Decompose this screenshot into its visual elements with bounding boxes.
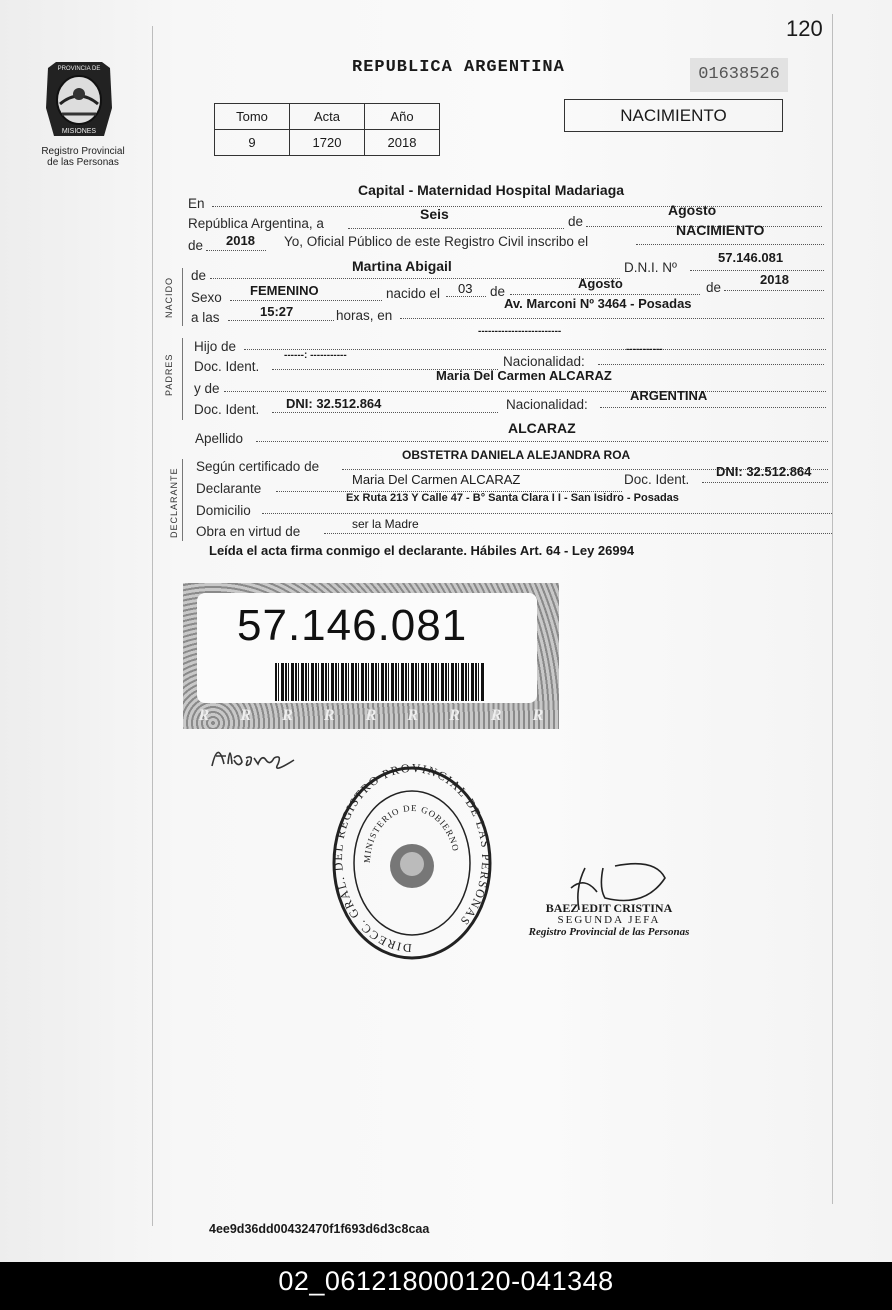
- margin-line: [152, 26, 153, 1226]
- label-sexo: Sexo: [191, 290, 222, 305]
- fill-line: [690, 270, 824, 271]
- fill-line: [262, 513, 832, 514]
- logo-caption: [28, 146, 138, 168]
- label-apellido: Apellido: [195, 431, 244, 446]
- value-lugar: Capital - Maternidad Hospital Madariaga: [358, 182, 625, 198]
- page-number: 120: [786, 16, 823, 41]
- label-horas-en: horas, en: [336, 308, 393, 323]
- fill-line: [510, 294, 700, 295]
- label-doc-ident3: Doc. Ident.: [624, 472, 690, 487]
- value-sexo: FEMENINO: [250, 283, 319, 298]
- official-office: Registro Provincial de las Personas: [528, 926, 690, 938]
- registry-header-anio: Año: [365, 104, 440, 130]
- fill-line: [636, 244, 824, 245]
- label-republica: República Argentina, a: [188, 216, 324, 231]
- closing-statement: Leída el acta firma conmigo el declarante. Hábiles Art. 64 - Ley 26994: [209, 543, 635, 558]
- fill-line: [272, 412, 498, 413]
- official-name: BAEZ EDIT CRISTINA: [545, 901, 673, 915]
- dni-sticker-inner: [197, 593, 537, 703]
- emblem-text-bottom: MISIONES: [61, 128, 97, 135]
- fill-line: [230, 300, 382, 301]
- value-obra: ser la Madre: [352, 517, 419, 531]
- value-declarante-doc: DNI: 32.512.864: [716, 464, 812, 479]
- official-seal: [330, 764, 494, 962]
- fill-line: [256, 441, 828, 442]
- value-mes-nac: Agosto: [578, 276, 623, 291]
- bracket-padres: [182, 338, 189, 420]
- side-label-nacido: NACIDO: [164, 276, 174, 318]
- seal-inner-text: MINISTERIO DE GOBIERNO: [361, 802, 462, 864]
- label-domicilio: Domicilio: [196, 503, 251, 518]
- value-domicilio: Ex Ruta 213 Y Calle 47 - B° Santa Clara I I - San Isidro - Posadas: [346, 492, 679, 504]
- value-padre-doc: ------: -----------: [284, 350, 347, 361]
- registry-value-tomo: 9: [215, 130, 290, 156]
- declarant-signature: [208, 734, 308, 780]
- value-padre-nac: -----------: [626, 344, 663, 355]
- svg-text:Alcaraz: Alcaraz: [208, 734, 212, 735]
- value-dia-acta: Seis: [420, 206, 449, 222]
- dni-sticker: [183, 583, 559, 729]
- emblem-text-top: PROVINCIA DE: [57, 66, 101, 72]
- label-a-las: a las: [191, 310, 220, 325]
- label-dni: D.N.I. Nº: [624, 260, 677, 275]
- serial-number: 01638526: [690, 58, 788, 92]
- label-de-nombre: de: [191, 268, 207, 283]
- fill-line: [400, 318, 824, 319]
- logo-caption-line1: Registro Provincial: [41, 146, 125, 157]
- security-pattern: R R R R R R R R R: [198, 707, 544, 724]
- document-hash: 4ee9d36dd00432470f1f693d6d3c8caa: [209, 1222, 430, 1236]
- fill-line: [212, 206, 822, 207]
- side-label-padres: PADRES: [164, 353, 174, 396]
- label-y-de: y de: [194, 381, 220, 396]
- seal-text: DIRECC. GRAL. DEL REGISTRO PROVINCIAL DE LAS PERSONAS: [330, 764, 494, 956]
- fill-line: [228, 320, 334, 321]
- edge-line: [832, 14, 833, 1204]
- value-madre-doc: DNI: 32.512.864: [286, 396, 382, 411]
- registry-header-acta: Acta: [290, 104, 365, 130]
- value-certificado: OBSTETRA DANIELA ALEJANDRA ROA: [402, 448, 631, 462]
- fill-line: [724, 290, 824, 291]
- fill-line: [324, 533, 832, 534]
- fill-line: [600, 407, 826, 408]
- dni-number: 57.146.081: [237, 601, 468, 650]
- label-doc-ident: Doc. Ident.: [194, 359, 260, 374]
- value-anio-nac: 2018: [760, 272, 789, 287]
- value-padre-nombre: -------------------------: [478, 326, 562, 337]
- fill-line: [210, 278, 620, 279]
- bracket-declarante: [182, 459, 189, 541]
- value-nombre: Martina Abigail: [352, 258, 452, 274]
- fill-line: [446, 296, 486, 297]
- document-title: REPUBLICA ARGENTINA: [352, 58, 565, 77]
- side-label-declarante: DECLARANTE: [169, 467, 179, 538]
- label-doc-ident2: Doc. Ident.: [194, 402, 260, 417]
- label-nacionalidad: Nacionalidad:: [503, 354, 585, 369]
- registry-table: [214, 103, 440, 156]
- label-obra: Obra en virtud de: [196, 524, 301, 539]
- value-madre-nombre: Maria Del Carmen ALCARAZ: [436, 368, 612, 383]
- value-madre-nac: ARGENTINA: [630, 388, 708, 403]
- label-de4: de: [706, 280, 722, 295]
- province-emblem: [42, 58, 116, 144]
- fill-line: [702, 482, 828, 483]
- value-tipo-inscripcion: NACIMIENTO: [676, 222, 765, 238]
- fill-line: [348, 228, 564, 229]
- value-anio-acta: 2018: [226, 233, 255, 248]
- label-declarante: Declarante: [196, 481, 262, 496]
- label-de2: de: [188, 238, 204, 253]
- label-de: de: [568, 214, 584, 229]
- value-dni: 57.146.081: [718, 250, 784, 265]
- logo-caption-line2: de las Personas: [47, 157, 119, 168]
- registry-header-tomo: Tomo: [215, 104, 290, 130]
- label-en: En: [188, 196, 205, 211]
- value-apellido: ALCARAZ: [508, 420, 576, 436]
- fill-line: [206, 250, 266, 251]
- fill-line: [224, 391, 826, 392]
- barcode: [275, 663, 485, 701]
- label-hijo-de: Hijo de: [194, 339, 237, 354]
- value-hora: 15:27: [260, 304, 294, 319]
- label-nacionalidad2: Nacionalidad:: [506, 397, 588, 412]
- label-nacido-el: nacido el: [386, 286, 441, 301]
- registry-value-anio: 2018: [365, 130, 440, 156]
- value-lugar-nac: Av. Marconi Nº 3464 - Posadas: [504, 296, 692, 311]
- value-declarante: Maria Del Carmen ALCARAZ: [352, 472, 521, 487]
- value-dia-nac: 03: [458, 281, 473, 296]
- footer-id: 02_061218000120-041348: [0, 1262, 892, 1310]
- fill-line: [598, 364, 824, 365]
- label-de3: de: [490, 284, 506, 299]
- label-yo-oficial: Yo, Oficial Público de este Registro Civil inscribo el: [284, 234, 589, 249]
- value-mes-acta: Agosto: [668, 202, 717, 218]
- bracket-nacido: [182, 268, 189, 326]
- registry-value-acta: 1720: [290, 130, 365, 156]
- act-type-box: NACIMIENTO: [564, 99, 783, 132]
- official-role: SEGUNDA JEFA: [557, 914, 661, 926]
- label-segun-certificado: Según certificado de: [196, 459, 320, 474]
- official-stamp: [525, 902, 693, 938]
